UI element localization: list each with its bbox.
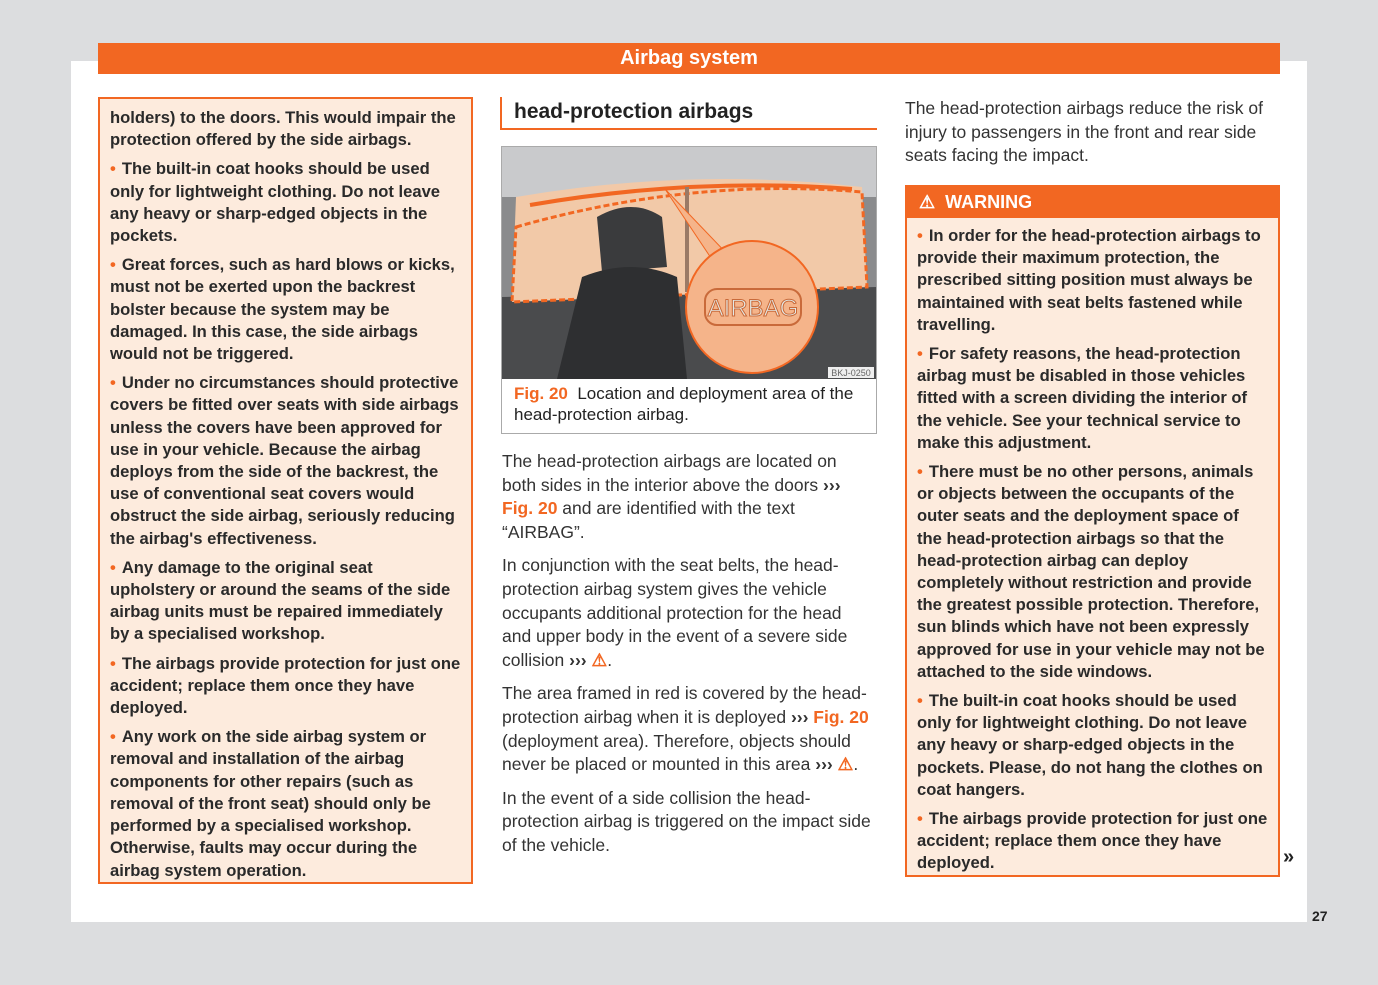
bullet-item xyxy=(917,808,1268,875)
bullet-item xyxy=(917,343,1268,454)
bullet-item xyxy=(110,372,461,550)
text: The area framed in red is covered by the head-protection airbag when it is deployed xyxy=(502,683,867,727)
section-header: Airbag system xyxy=(98,43,1280,74)
section-heading: head-protection airbags xyxy=(500,97,877,130)
arrow-icon: ››› xyxy=(823,474,841,495)
airbag-illustration xyxy=(502,147,876,379)
figure-caption xyxy=(502,379,876,429)
text: . xyxy=(607,649,613,670)
bullet-text: Under no circumstances should protective covers be fitted over seats with side airbags unless the covers have been approved for use in your vehicle. Because the airbag deploys from the side of the backrest, the use of conventional seat covers would obstruct the side airbag, seriously reducing the airbag's effectiveness. xyxy=(110,373,459,548)
bullet-icon: • xyxy=(110,373,116,393)
arrow-icon: ››› xyxy=(569,649,587,670)
bullet-item xyxy=(110,158,461,247)
bullet-item xyxy=(110,726,461,881)
bullet-icon: • xyxy=(110,727,116,747)
bullet-icon: • xyxy=(917,809,923,829)
warning-triangle-icon[interactable]: ⚠ xyxy=(591,649,608,670)
paragraph xyxy=(502,554,874,672)
bullet-item xyxy=(917,461,1268,683)
bullet-icon: • xyxy=(917,226,923,245)
bullet-icon: • xyxy=(110,255,116,275)
bullet-icon: • xyxy=(110,557,116,577)
bullet-item xyxy=(110,557,461,646)
bullet-icon: • xyxy=(917,344,923,364)
figure-link[interactable]: Fig. 20 xyxy=(813,706,869,727)
left-warning-box xyxy=(98,97,473,884)
bullet-item xyxy=(917,225,1268,336)
bullet-icon: • xyxy=(917,462,923,482)
arrow-icon: ››› xyxy=(815,754,833,775)
bullet-text: The built-in coat hooks should be used only for lightweight clothing. Do not leave any heavy or sharp-edged objects in the pockets. Please, do not hang the clothes on coat hangers. xyxy=(917,691,1263,799)
figure-20 xyxy=(501,146,877,434)
bullet-text: For safety reasons, the head-protection airbag must be disabled in those vehicles fitted with a screen dividing the interior of the vehicle. See your technical service to make this adjustment. xyxy=(917,344,1248,452)
paragraph xyxy=(502,450,874,544)
bullet-icon: • xyxy=(917,691,923,711)
figure-label: Fig. 20 xyxy=(514,384,568,403)
bullet-text: Any work on the side airbag system or removal and installation of the airbag components for other repairs (such as removal of the front seat) should only be performed by a specialised workshop. Otherwise, faults may occur during the airbag system operation. xyxy=(110,727,431,880)
bullet-text: The airbags provide protection for just one accident; replace them once they have deployed. xyxy=(917,809,1268,873)
continue-icon: » xyxy=(1283,846,1295,868)
warning-title: WARNING xyxy=(945,192,1033,212)
bullet-icon: • xyxy=(110,653,116,673)
airbag-label-text: AIRBAG xyxy=(707,295,799,322)
bullet-item xyxy=(110,254,461,365)
page-number: 27 xyxy=(1312,908,1328,924)
text: (deployment area). Therefore, objects should never be placed or mounted in this area xyxy=(502,730,851,775)
bullet-text: There must be no other persons, animals or objects between the occupants of the outer seats and the deployment space of the head-protection airbags so that the head-protection airbag can deploy completely without restriction and provide the greatest possible protection. Therefore, sun blinds which have not been expressly approved for use in your vehicle may not be attached to the side windows. xyxy=(917,462,1265,681)
intro-paragraph: The head-protection airbags reduce the risk of injury to passengers in the front and rear side seats facing the impact. xyxy=(905,98,1263,166)
text: and are identified with the text “AIRBAG”. xyxy=(502,498,795,542)
warning-triangle-icon[interactable]: ⚠ xyxy=(837,754,854,775)
bullet-text: In order for the head-protection airbags to provide their maximum protection, the prescribed sitting position must always be maintained with seat belts fastened while travelling. xyxy=(917,226,1261,334)
bullet-item xyxy=(110,653,461,720)
caption-text: Location and deployment area of the head-protection airbag. xyxy=(514,384,854,424)
bullet-icon: • xyxy=(110,159,116,179)
bullet-text: The airbags provide protection for just one accident; replace them once they have deployed. xyxy=(110,653,461,718)
bullet-text: Any damage to the original seat upholstery or around the seams of the side airbag units must be repaired immediately by a specialised workshop. xyxy=(110,557,451,644)
figure-code: BKJ-0250 xyxy=(831,368,871,378)
bullet-text: Great forces, such as hard blows or kicks, must not be exerted upon the backrest bolster because the system may be damaged. In this case, the side airbags would not be triggered. xyxy=(110,255,455,364)
arrow-icon: ››› xyxy=(790,706,809,727)
warning-triangle-icon: ⚠ xyxy=(919,192,936,212)
figure-link[interactable]: Fig. 20 xyxy=(502,498,558,519)
middle-body xyxy=(502,450,874,868)
paragraph: In the event of a side collision the head-protection airbag is triggered on the impact side of the vehicle. xyxy=(502,787,871,855)
paragraph: holders) to the doors. This would impair the protection offered by the side airbags. xyxy=(110,108,456,150)
paragraph xyxy=(502,682,874,776)
text: The head-protection airbags are located on both sides in the interior above the doors xyxy=(502,451,837,495)
warning-header xyxy=(907,187,1278,218)
bullet-text: The built-in coat hooks should be used only for lightweight clothing. Do not leave any heavy or sharp-edged objects in the pockets. xyxy=(110,159,441,246)
text: . xyxy=(853,754,859,775)
warning-box xyxy=(905,185,1280,877)
text: In conjunction with the seat belts, the head-protection airbag system gives the vehicle occupants additional protection for the head and upper body in the event of a severe side collision xyxy=(502,555,848,670)
bullet-item xyxy=(917,690,1268,801)
